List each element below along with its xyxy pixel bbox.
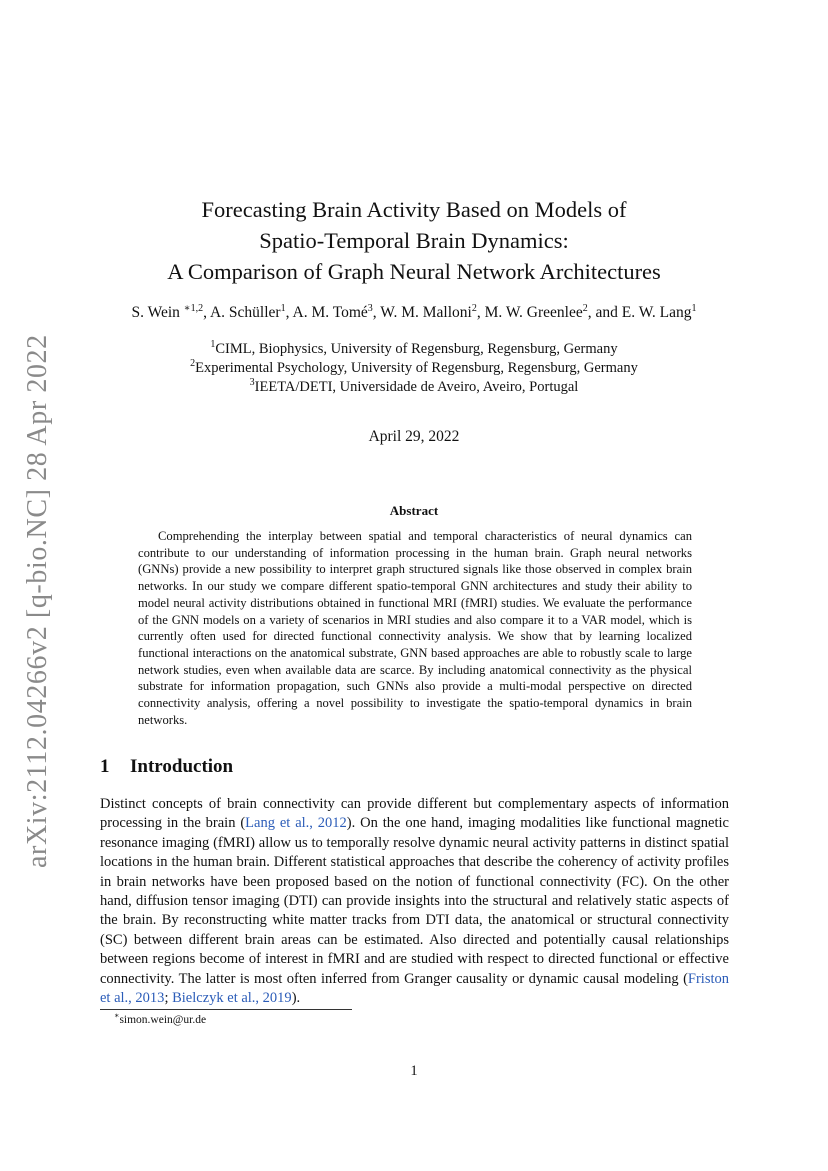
affiliation-text: CIML, Biophysics, University of Regensburg, Regensburg, Germany [215,341,618,357]
intro-text: ; [164,990,173,1007]
author-affiliation-mark: 3 [367,302,373,314]
footnote-email: simon.wein@ur.de [119,1014,207,1026]
affiliation-mark: 2 [190,358,196,370]
affiliation-text: Experimental Psychology, University of Regensburg, Regensburg, Germany [195,360,638,376]
title-line: A Comparison of Graph Neural Network Architectures [167,259,661,284]
affiliation-line [100,359,728,378]
section-number: 1 [100,756,110,777]
author-name: E. W. Lang [621,304,692,321]
affiliations [100,340,728,397]
author-affiliation-mark: 1 [280,302,286,314]
intro-text: ). [291,990,301,1007]
citation-link[interactable]: Friston et al., 2013 [100,970,729,1007]
affiliation-mark: 3 [249,377,255,389]
author-separator: , [372,304,381,321]
intro-text: ). On the one hand, imaging modalities like functional magnetic resonance imaging (fMRI) allow us to temporally resolve dynamic neural activity patterns in distinct spatial locations in the human brain. Different statistical approaches that describe the coherency of activity profiles in brain networks have been proposed based on the notion of functional connectivity (FC). On the other hand, diffusion tensor imaging (DTI) can provide insights into the structural and relatively static aspects of the brain. By reconstructing white matter tracks from DTI data, the anatomical or structural connectivity (SC) between different brain areas can be estimated. Also directed and potentially causal relationships between regions become of interest in fMRI and are studied with respect to directed functional or effective connectivity. The latter is most often inferred from Granger causality or dynamic causal modeling ( [100,815,729,987]
title-line: Forecasting Brain Activity Based on Models of [201,197,627,222]
publication-date: April 29, 2022 [368,428,460,445]
footnote-rule [100,1009,352,1010]
author-affiliation-mark: ∗1,2 [183,302,204,314]
arxiv-identifier-stamp: arXiv:2112.04266v2 [q-bio.NC] 28 Apr 2022 [22,334,53,868]
abstract-body: Comprehending the interplay between spatial and temporal characteristics of neural dynamics can contribute to our understanding of information processing in the human brain. Graph neural networks (GNNs) provide a new possibility to interpret graph structured signals like those observed in complex brain networks. In our study we compare different spatio-temporal GNN architectures and study their ability to model neural activity distributions obtained in functional MRI (fMRI) studies. We evaluate the performance of the GNN models on a variety of scenarios in MRI studies and also compare it to a VAR model, which is currently often used for directed functional connectivity analysis. We show that by learning localized functional interactions on the anatomical substrate, GNN based approaches are able to robustly scale to large network studies, even when available data are scarce. By including anatomical connectivity as the physical substrate for information propagation, such GNNs also provide a multi-modal perspective on directed connectivity analysis, offering a novel possibility to investigate the spatio-temporal dynamics in brain networks. [138,529,692,727]
paper-title [100,194,728,287]
author-separator: , [203,304,210,321]
citation-link[interactable]: Lang et al., 2012 [245,815,347,832]
intro-text: Distinct concepts of brain connectivity can provide different but complementary aspects of information processing in the brain ( [100,796,729,832]
author-affiliation-mark: 1 [691,302,697,314]
section-heading [100,756,233,778]
citation-link[interactable]: Bielczyk et al., 2019 [172,990,292,1007]
abstract-heading: Abstract [389,503,439,518]
author-name: A. M. Tomé [292,304,368,321]
author-name: S. Wein [131,304,184,321]
author-affiliation-mark: 2 [471,302,477,314]
author-separator: , [285,304,293,321]
footnote-mark: ∗ [114,1011,120,1021]
author-name: A. Schüller [209,304,281,321]
affiliation-mark: 1 [210,339,216,351]
title-line: Spatio-Temporal Brain Dynamics: [259,228,569,253]
author-name: M. W. Greenlee [484,304,583,321]
author-separator: , and [587,304,622,321]
affiliation-line [100,340,728,359]
section-title: Introduction [130,756,234,777]
author-affiliation-mark: 2 [582,302,588,314]
author-name: W. M. Malloni [380,304,472,321]
affiliation-line [100,378,728,397]
affiliation-text: IEETA/DETI, Universidade de Aveiro, Aveiro, Portugal [254,379,579,395]
author-separator: , [476,304,485,321]
introduction-paragraph [100,795,729,1008]
footnote [114,1011,207,1026]
author-list [60,304,768,322]
page-number: 1 [410,1063,418,1079]
